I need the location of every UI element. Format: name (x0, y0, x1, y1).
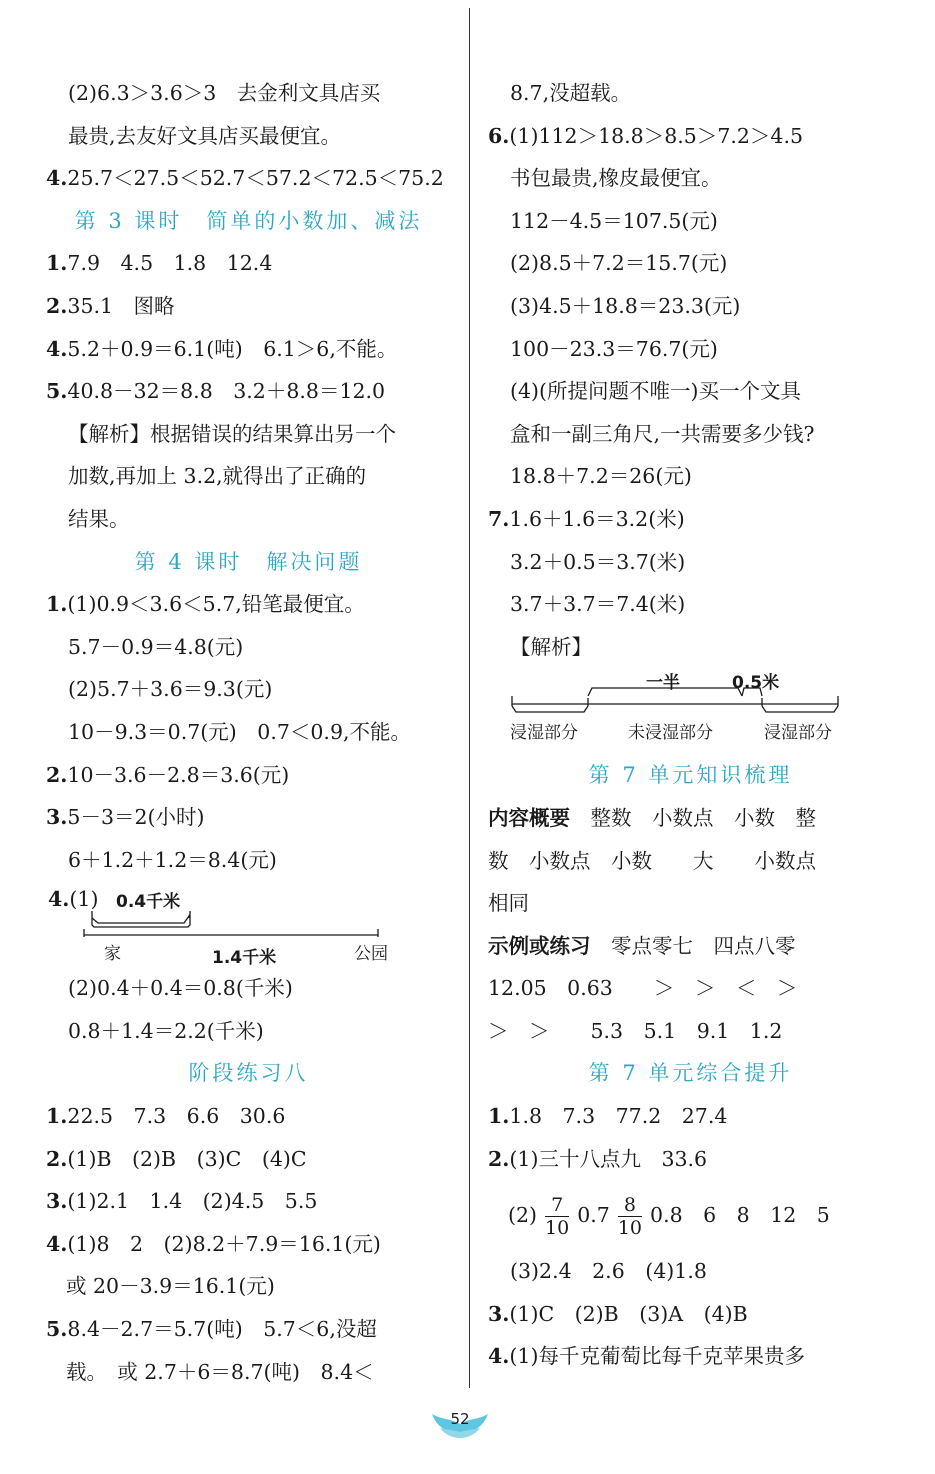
answer-line (46, 157, 451, 200)
line-text: (2)0.4＋0.4＝0.8(千米) (68, 976, 293, 1001)
line-text: 第 4 课时 解决问题 (134, 549, 363, 574)
line-text: 第 7 单元综合提升 (588, 1061, 793, 1086)
fraction-7-10: $\frac{7}{10}$ (545, 1194, 570, 1240)
answer-line (488, 413, 893, 456)
answer-line (488, 925, 893, 968)
answer-line (488, 455, 893, 498)
answer-line (488, 1138, 893, 1181)
answer-line (46, 1138, 451, 1181)
answer-line (488, 626, 893, 669)
answer-line (46, 1010, 451, 1053)
line-text: 最贵,去友好文具店买最便宜。 (68, 123, 342, 148)
left-column (46, 72, 451, 1393)
question-number: 6. (488, 123, 510, 148)
question-number: 4. (488, 1344, 510, 1369)
line-text: (1)112＞18.8＞8.5＞7.2＞4.5 (509, 123, 804, 148)
answer-line (488, 370, 893, 413)
line-text: 100－23.3＝76.7(元) (510, 336, 718, 361)
line-text: 22.5 7.3 6.6 30.6 (67, 1104, 286, 1129)
line-text: 25.7＜27.5＜52.7＜57.2＜72.5＜75.2 (67, 166, 444, 191)
page-number: 52 (450, 1410, 470, 1428)
line-text: 6＋1.2＋1.2＝8.4(元) (68, 847, 277, 872)
left-lines-1 (46, 72, 451, 881)
line-text: (1)0.9＜3.6＜5.7,铅笔最便宜。 (67, 592, 365, 617)
bold-label: 内容概要 (488, 805, 570, 830)
answer-line (46, 1265, 451, 1308)
answer-line (46, 1351, 451, 1394)
line-text: 阶段练习八 (188, 1061, 309, 1086)
line-text: (4)(所提问题不唯一)买一个文具 (510, 379, 802, 404)
half-label: 一半 (646, 673, 680, 694)
line-text: 1.8 7.3 77.2 27.4 (509, 1104, 728, 1129)
line-text: 盒和一副三角尺,一共需要多少钱? (510, 421, 815, 446)
line-text: 5.7－0.9＝4.8(元) (68, 634, 244, 659)
fraction-rest: 0.8 6 8 12 5 (650, 1203, 830, 1228)
page-footer (430, 1404, 490, 1442)
line-text: (1)8 2 (2)8.2＋7.9＝16.1(元) (67, 1231, 381, 1256)
question-number: 3. (488, 1301, 510, 1326)
line-text: 112－4.5＝107.5(元) (510, 208, 718, 233)
question-number: 2. (46, 1146, 68, 1171)
line-text: 结果。 (68, 506, 130, 531)
answer-line (46, 1180, 451, 1223)
answer-line (46, 328, 451, 371)
line-text: 7.9 4.5 1.8 12.4 (67, 251, 273, 276)
answer-line (488, 583, 893, 626)
line-text: 【解析】根据错误的结果算出另一个 (68, 421, 396, 446)
question-number: 3. (46, 805, 68, 830)
right-lines-3 (488, 1250, 893, 1378)
line-text: 或 20－3.9＝16.1(元) (66, 1274, 275, 1299)
answer-line (488, 1335, 893, 1378)
line-text: 8.4－2.7＝5.7(吨) 5.7＜6,没超 (67, 1317, 377, 1342)
bold-label: 示例或练习 (488, 933, 591, 958)
answer-line (488, 1293, 893, 1336)
right-lines-2 (488, 754, 893, 1180)
question-number: 1. (46, 251, 68, 276)
cloth-diagram (488, 668, 893, 754)
answer-line (46, 796, 451, 839)
answer-line (488, 498, 893, 541)
answer-line (46, 1095, 451, 1138)
answer-line (46, 754, 451, 797)
section-heading (488, 754, 893, 797)
answer-line (488, 882, 893, 925)
left-lines-2 (46, 967, 451, 1393)
line-text: 1.6＋1.6＝3.2(米) (509, 506, 685, 531)
answer-line (488, 1250, 893, 1293)
answer-line (46, 967, 451, 1010)
line-text: 载。 或 2.7＋6＝8.7(吨) 8.4＜ (66, 1359, 374, 1384)
line-text: (1)C (2)B (3)A (4)B (509, 1301, 748, 1326)
answer-line (46, 626, 451, 669)
answer-line (46, 285, 451, 328)
section-heading (46, 1052, 451, 1095)
question-number: 3. (46, 1189, 68, 1214)
fraction-line (488, 1180, 893, 1250)
fraction-decimal-1: 0.7 (577, 1203, 610, 1228)
answer-line (488, 115, 893, 158)
answer-line (488, 157, 893, 200)
line-text: (1)2.1 1.4 (2)4.5 5.5 (67, 1189, 318, 1214)
extra-label: 0.5米 (732, 673, 780, 694)
answer-line (488, 541, 893, 584)
line-text: 12.05 0.63 ＞ ＞ ＜ ＞ (488, 976, 798, 1001)
dry-label: 未浸湿部分 (628, 723, 713, 744)
answer-line (46, 839, 451, 882)
answer-line (488, 797, 893, 840)
question-number: 5. (46, 379, 68, 404)
line-text: 3.2＋0.5＝3.7(米) (510, 549, 686, 574)
line-text: 第 7 单元知识梳理 (588, 763, 793, 788)
line-text: 35.1 图略 (67, 293, 175, 318)
question-number: 5. (46, 1317, 68, 1342)
answer-line (488, 1010, 893, 1053)
line-text: ＞ ＞ 5.3 5.1 9.1 1.2 (488, 1018, 783, 1043)
line-text: 【解析】 (510, 634, 592, 659)
distance-top-label: 0.4千米 (116, 892, 181, 913)
answer-line (488, 840, 893, 883)
line-text: (2)5.7＋3.6＝9.3(元) (68, 677, 273, 702)
question-number: 2. (488, 1146, 510, 1171)
line-text: (1)三十八点九 33.6 (509, 1146, 708, 1171)
park-label: 公园 (354, 944, 388, 965)
answer-line (46, 1223, 451, 1266)
line-text: 书包最贵,橡皮最便宜。 (510, 166, 722, 191)
line-text: 10－9.3＝0.7(元) 0.7＜0.9,不能。 (68, 719, 412, 744)
line-text: (2)6.3＞3.6＞3 去金利文具店买 (68, 81, 381, 105)
answer-line (488, 967, 893, 1010)
line-text: 0.8＋1.4＝2.2(千米) (68, 1018, 264, 1043)
line-text: (3)4.5＋18.8＝23.3(元) (510, 293, 741, 318)
line-text: 10－3.6－2.8＝3.6(元) (67, 762, 290, 787)
question-number: 1. (46, 1104, 68, 1129)
question-number: 4. (46, 166, 68, 191)
answer-line (488, 72, 893, 115)
answer-line (46, 242, 451, 285)
question-4-label: 4.(1) (48, 887, 99, 912)
answer-line (46, 370, 451, 413)
line-text: (3)2.4 2.6 (4)1.8 (510, 1259, 707, 1284)
section-heading (488, 1052, 893, 1095)
answer-line (46, 711, 451, 754)
answer-line (488, 1095, 893, 1138)
fraction-prefix: (2) (508, 1203, 538, 1228)
line-text: 相同 (488, 891, 529, 916)
question-number: 1. (488, 1104, 510, 1129)
line-text: 零点零七 四点八零 (590, 933, 796, 958)
line-text: 40.8－32＝8.8 3.2＋8.8＝12.0 (67, 379, 386, 404)
section-heading (46, 541, 451, 584)
answer-line (46, 583, 451, 626)
answer-line (488, 200, 893, 243)
section-heading (46, 200, 451, 243)
answer-line (488, 285, 893, 328)
right-column (488, 72, 893, 1378)
line-text: 5.2＋0.9＝6.1(吨) 6.1＞6,不能。 (67, 336, 398, 361)
wet-right-label: 浸湿部分 (764, 723, 832, 744)
line-text: 5－3＝2(小时) (67, 805, 205, 830)
home-label: 家 (104, 944, 121, 965)
wet-left-label: 浸湿部分 (510, 723, 578, 744)
line-text: 数 小数点 小数 大 小数点 (488, 848, 816, 873)
answer-line (488, 242, 893, 285)
answer-line (46, 668, 451, 711)
answer-line (488, 328, 893, 371)
right-lines-1 (488, 72, 893, 668)
distance-diagram (46, 881, 451, 967)
answer-line (46, 1308, 451, 1351)
line-text: 加数,再加上 3.2,就得出了正确的 (68, 464, 367, 489)
answer-line (46, 115, 451, 158)
answer-line (46, 498, 451, 541)
line-text: 3.7＋3.7＝7.4(米) (510, 592, 686, 617)
answer-line (46, 413, 451, 456)
line-text: (2)8.5＋7.2＝15.7(元) (510, 251, 728, 276)
line-text: 整数 小数点 小数 整 (570, 805, 816, 830)
question-number: 4. (46, 1231, 68, 1256)
question-number: 2. (46, 762, 68, 787)
line-text: (1)每千克葡萄比每千克苹果贵多 (509, 1344, 805, 1369)
question-number: 2. (46, 293, 68, 318)
fraction-8-10: $\frac{8}{10}$ (617, 1194, 643, 1240)
line-text: 第 3 课时 简单的小数加、减法 (74, 208, 423, 233)
question-number: 7. (488, 506, 510, 531)
column-divider (469, 8, 470, 1388)
line-text: 18.8＋7.2＝26(元) (510, 464, 692, 489)
line-text: (1)B (2)B (3)C (4)C (67, 1146, 307, 1171)
question-number: 4. (46, 336, 68, 361)
question-number: 1. (46, 592, 68, 617)
line-text: 8.7,没超载。 (510, 81, 632, 105)
answer-line (46, 455, 451, 498)
answer-line (46, 72, 451, 115)
distance-mid-label: 1.4千米 (212, 948, 277, 969)
